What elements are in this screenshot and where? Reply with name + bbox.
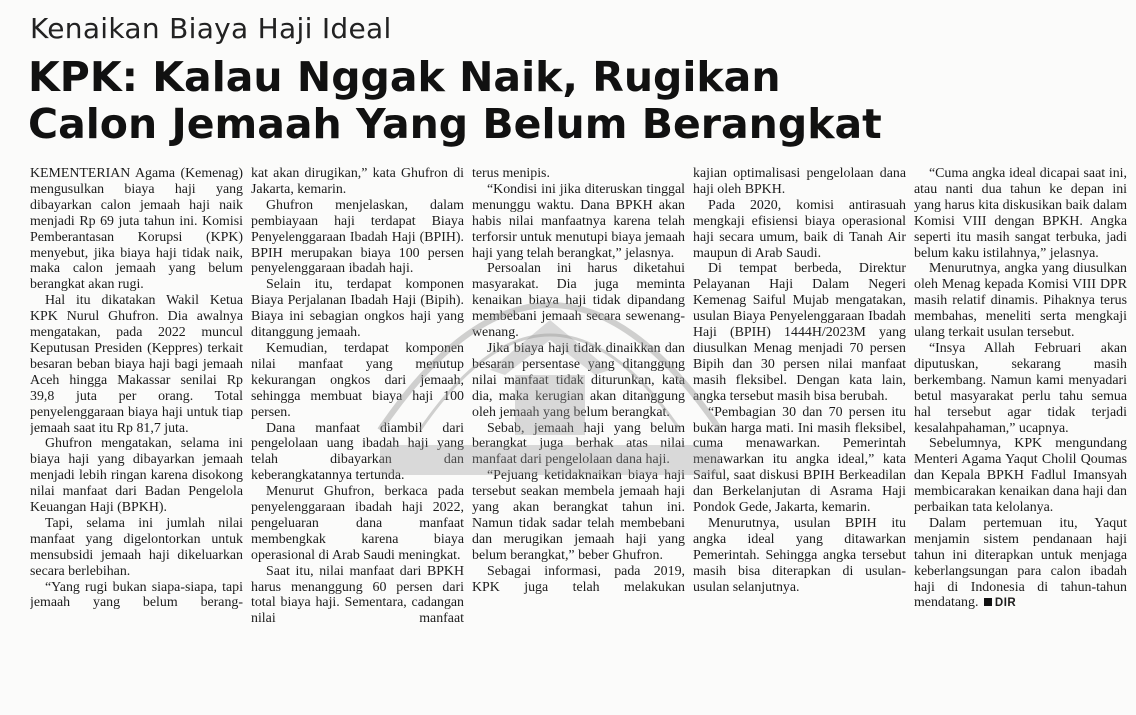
paragraph: “Insya Allah Februari akan diputuskan, sekarang masih berkembang. Namun kami menyadari betul masyarakat perlu tahu semua hal tersebut agar tidak terjadi kesalahpahaman,” ucapnya. [914,340,1127,436]
paragraph: kajian optimalisasi pengelolaan dana haji oleh BPKH. [693,166,906,197]
paragraph-final [914,516,1127,612]
paragraph: Sebelumnya, KPK mengundang Menteri Agama Yaqut Cholil Qoumas dan Kepala BPKH Fadlul Imansyah membicarakan kenaikan dana haji dan perbaikan tata kelolanya. [914,436,1127,516]
paragraph: Menurutnya, usulan BPIH itu angka ideal yang ditawarkan Pemerintah. Sehingga angka tersebut masih bisa diterapkan di usulan-usulan selanjutnya. [693,515,906,595]
column-5 [914,166,1127,711]
paragraph: Menurutnya, angka yang diusulkan oleh Menag kepada Komisi VIII DPR masih relatif dinamis. Pihaknya terus membahas, meneliti serta mengkaji ulang terkait usulan tersebut. [914,261,1127,341]
column-1 [30,166,243,711]
paragraph: Sebab, jemaah haji yang belum berangkat juga berhak atas nilai manfaat dari pengelolaan dana haji. [472,420,685,468]
paragraph: Tapi, selama ini jumlah nilai manfaat yang digelontorkan untuk mensubsidi jemaah haji dikeluarkan secara berlebihan. [30,515,243,579]
paragraph: “Kondisi ini jika diteruskan tinggal menunggu waktu. Dana BPKH akan habis nilai manfaatnya karena telah terforsir untuk menutupi biaya jemaah haji yang telah berangkat,” jelasnya. [472,181,685,261]
paragraph: “Pembagian 30 dan 70 persen itu bukan harga mati. Ini masih fleksibel, cuma menawarkan. Pemerintah menawarkan itu angka ideal,” kata Saiful, saat diskusi BPIH Berkeadilan dan Berkelanjutan di Asrama Haji Pondok Gede, Jakarta, kemarin. [693,404,906,516]
paragraph: Pada 2020, komisi antirasuah mengkaji efisiensi biaya operasional haji secara umum, baik di Tanah Air maupun di Arab Saudi. [693,197,906,261]
paragraph: Di tempat berbeda, Direktur Pelayanan Haji Dalam Negeri Kemenag Saiful Mujab mengatakan, usulan Biaya Penyelenggaraan Ibadah Haji (BPIH) 1444H/2023M yang diusulkan Menag menjadi 70 persen Bipih dan 30 persen nilai manfaat masih fleksibel. Dengan kata lain, angka tersebut masih bisa berubah. [693,261,906,404]
paragraph-text: Dalam pertemuan itu, Yaqut menjamin sistem pendanaan haji tahun ini diterapkan untuk menjaga keberlangsungan para calon ibadah haji di Indonesia di tahun-tahun mendatang. [914,515,1127,611]
headline-line-1: KPK: Kalau Nggak Naik, Rugikan [28,53,781,101]
article-headline [28,54,1118,148]
end-mark-icon [984,598,992,606]
paragraph: Kemudian, terdapat komponen nilai manfaat yang menutup kekurangan ongkos dari jemaah, sehingga membuat biaya haji 100 persen. [251,340,464,420]
paragraph: KEMENTERIAN Agama (Kemenag) mengusulkan biaya haji yang dibayarkan calon jemaah haji naik menjadi Rp 69 juta tahun ini. Komisi Pemberantasan Korupsi (KPK) menyebut, jika biaya haji tidak naik, maka calon jemaah yang belum berangkat akan rugi. [30,166,243,293]
paragraph: Hal itu dikatakan Wakil Ketua KPK Nurul Ghufron. Dia awalnya mengatakan, pada 2022 muncul Keputusan Presiden (Keppres) terkait besaran beban biaya haji bagi jemaah Aceh hingga Makassar senilai Rp 39,8 juta per orang. Total penyelenggaraan biaya haji untuk tiap jemaah saat itu Rp 81,7 juta. [30,293,243,436]
paragraph: “Pejuang ketidaknaikan biaya haji tersebut seakan membela jemaah haji yang akan berangkat tahun ini. Namun tidak sadar telah membebani dan merugikan jemaah haji yang belum berangkat,” beber Ghufron. [472,468,685,563]
paragraph: “Yang rugi bukan siapa-siapa, tapi jemaah yang belum berang- [30,579,243,611]
paragraph: Sebagai informasi, pada 2019, KPK juga telah melakukan [472,563,685,595]
column-4 [693,166,906,711]
column-2 [251,166,464,711]
paragraph: Ghufron menjelaskan, dalam pembiayaan haji terdapat Biaya Penyelenggaraan Ibadah Haji (BPIH). BPIH merupakan biaya 100 persen penyelenggaraan ibadah haji. [251,197,464,277]
paragraph: Menurut Ghufron, berkaca pada penyelenggaraan ibadah haji 2022, pengeluaran dana manfaat membengkak karena biaya operasional di Arab Saudi meningkat. [251,484,464,563]
article-body [30,166,1132,711]
paragraph: Persoalan ini harus diketahui masyarakat. Dia juga meminta kenaikan biaya haji tidak dipandang membebani jemaah secara sewenang-wenang. [472,261,685,341]
paragraph: Selain itu, terdapat komponen Biaya Perjalanan Ibadah Haji (Bipih). Biaya ini sebagian ongkos haji yang ditanggung jemaah. [251,277,464,341]
paragraph: “Cuma angka ideal dicapai saat ini, atau nanti dua tahun ke depan ini yang harus kita diskusikan baik dalam Komisi VIII dengan BPKH. Angka seperti itu masih sangat terbuka, jadi belum kaku istilahnya,” jelasnya. [914,166,1127,261]
paragraph: terus menipis. [472,166,550,181]
paragraph: kat akan dirugikan,” kata Ghufron di Jakarta, kemarin. [251,166,464,197]
paragraph: Jika biaya haji tidak dinaikkan dan besaran persentase yang ditanggung nilai manfaat tidak diturunkan, kata dia, maka kerugian akan ditanggung oleh jemaah yang belum berangkat. [472,340,685,420]
paragraph: Ghufron mengatakan, selama ini biaya haji yang dibayarkan jemaah menjadi lebih ringan karena disokong nilai manfaat dari Badan Pengelola Keuangan Haji (BPKH). [30,436,243,516]
headline-line-2: Calon Jemaah Yang Belum Berangkat [28,100,882,148]
paragraph: Saat itu, nilai manfaat dari BPKH harus menanggung 60 persen dari total biaya haji. Sementara, cadangan nilai manfaat [251,563,464,627]
paragraph: Dana manfaat diambil dari pengelolaan uang ibadah haji yang telah dibayarkan dan keberangkatannya tertunda. [251,420,464,484]
author-signature: DIR [994,597,1017,610]
column-3 [472,166,685,711]
article-kicker: Kenaikan Biaya Haji Ideal [30,12,392,45]
